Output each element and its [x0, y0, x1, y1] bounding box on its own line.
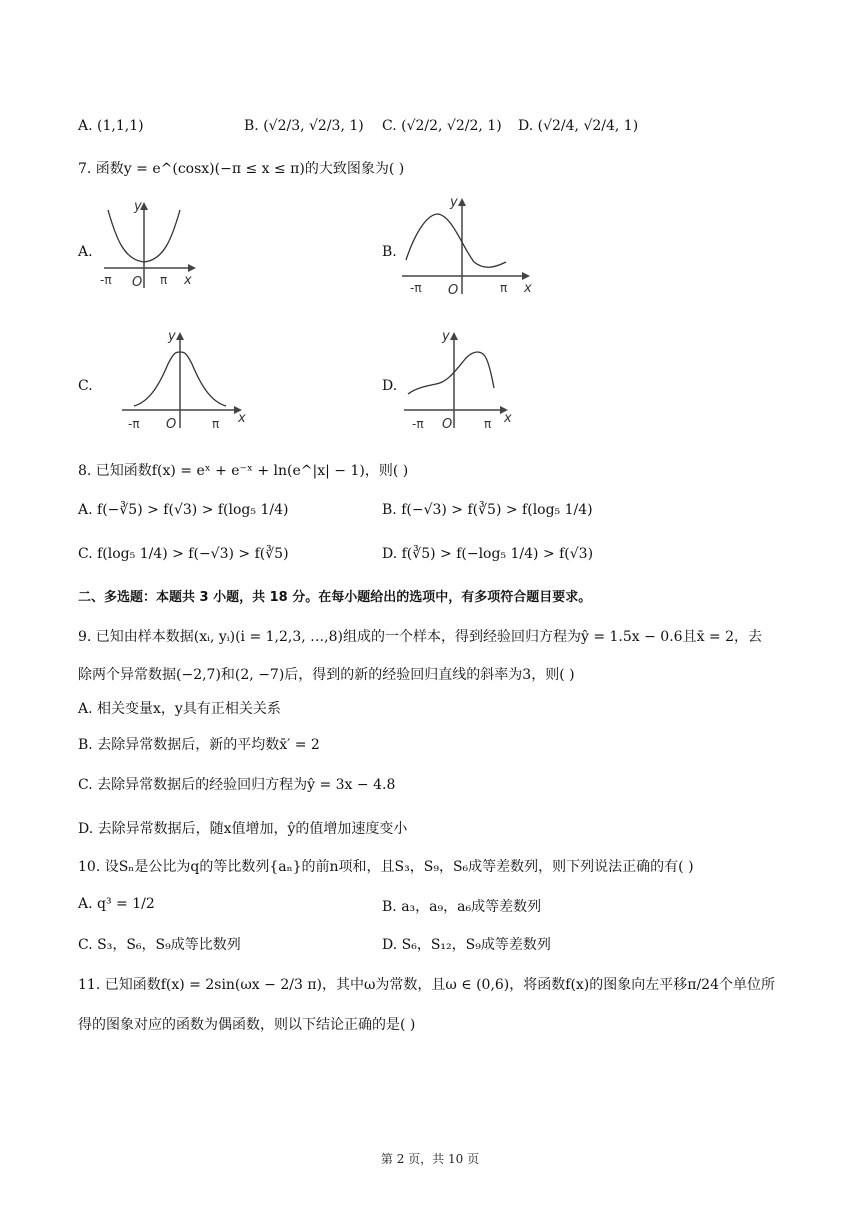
q7-graph-a-label: A. [78, 244, 93, 260]
q11-stem-line1: 11. 已知函数f(x) = 2sin(ωx − 2/3 π)，其中ω为常数，且ω ∈ (0,6)，将函数f(x)的图象向左平移π/24个单位所 [78, 977, 775, 993]
q10-stem: 10. 设Sₙ是公比为q的等比数列{aₙ}的前n项和，且S₃，S₉，S₆成等差数列，则下列说法正确的有( ) [78, 859, 694, 875]
graph-c-origin: O [166, 417, 177, 432]
q10-option-d: D. S₆，S₁₂，S₉成等差数列 [382, 937, 551, 953]
section-header-multi-choice: 二、多选题：本题共 3 小题，共 18 分。在每小题给出的选项中，有多项符合题目要求。 [78, 590, 592, 605]
graph-b-y-label: y [450, 195, 458, 210]
graph-b-y-arrow [458, 198, 466, 206]
q9-option-b: B. 去除异常数据后，新的平均数x̄′ = 2 [78, 737, 320, 753]
q8-stem: 8. 已知函数f(x) = eˣ + e⁻ˣ + ln(e^|x| − 1)，则( ) [78, 463, 409, 479]
graph-d-origin: O [442, 417, 453, 432]
q7-graph-d [400, 324, 520, 434]
q6-option-b: B. (√2/3, √2/3, 1) [244, 118, 364, 134]
q7-stem: 7. 函数y = e^(cosx)(−π ≤ x ≤ π)的大致图象为( ) [78, 161, 405, 177]
graph-d-y-arrow [450, 332, 458, 340]
q6-option-a: A. (1,1,1) [78, 118, 144, 134]
graph-b-tick-pi: π [500, 281, 508, 295]
q6-option-d: D. (√2/4, √2/4, 1) [518, 118, 639, 134]
q9-option-c: C. 去除异常数据后的经验回归方程为ŷ = 3x − 4.8 [78, 777, 396, 793]
q7-graph-a [96, 198, 206, 290]
graph-d-curve [408, 352, 494, 394]
graph-b-curve [406, 214, 506, 267]
q9-stem-line1: 9. 已知由样本数据(xᵢ, yᵢ)(i = 1,2,3, …,8)组成的一个样本，得到经验回归方程为ŷ = 1.5x − 0.6且x̄ = 2，去 [78, 629, 763, 645]
graph-b-x-label: x [524, 281, 532, 296]
graph-d-y-label: y [442, 329, 450, 344]
q8-option-d: D. f(∛5) > f(−log₅ 1/4) > f(√3) [382, 546, 594, 562]
graph-a-x-label: x [184, 273, 192, 288]
q7-graph-b-label: B. [382, 244, 397, 260]
q9-option-d: D. 去除异常数据后，随x值增加，ŷ的值增加速度变小 [78, 821, 408, 837]
graph-d-x-label: x [504, 411, 512, 426]
q10-option-a: A. q³ = 1/2 [78, 896, 155, 912]
q9-option-a: A. 相关变量x，y具有正相关关系 [78, 701, 281, 717]
graph-c-tick-neg-pi: -π [128, 417, 140, 431]
q7-graph-b [398, 190, 540, 298]
q11-stem-line2: 得的图象对应的函数为偶函数，则以下结论正确的是( ) [78, 1017, 416, 1033]
graph-a-origin: O [132, 275, 143, 290]
q7-graph-c [118, 324, 254, 434]
page-footer: 第 2 页，共 10 页 [380, 1152, 480, 1166]
q8-option-a: A. f(−∛5) > f(√3) > f(log₅ 1/4) [78, 502, 289, 518]
graph-b-tick-neg-pi: -π [410, 281, 422, 295]
graph-c-y-arrow [176, 332, 184, 340]
graph-a-y-label: y [134, 199, 142, 214]
q10-option-c: C. S₃，S₆，S₉成等比数列 [78, 937, 241, 953]
graph-c-y-label: y [168, 329, 176, 344]
q10-option-b: B. a₃，a₉，a₆成等差数列 [382, 899, 542, 915]
graph-a-tick-neg-pi: -π [100, 273, 112, 287]
q8-option-b: B. f(−√3) > f(∛5) > f(log₅ 1/4) [382, 502, 593, 518]
graph-a-x-arrow [188, 264, 196, 272]
graph-b-x-arrow [522, 272, 530, 280]
q9-stem-line2: 除两个异常数据(−2,7)和(2, −7)后，得到的新的经验回归直线的斜率为3，则( ) [78, 667, 575, 683]
graph-b-origin: O [448, 283, 459, 298]
q7-graph-c-label: C. [78, 378, 93, 394]
graph-c-tick-pi: π [212, 417, 220, 431]
graph-d-tick-pi: π [484, 417, 492, 431]
q6-option-c: C. (√2/2, √2/2, 1) [382, 118, 502, 134]
graph-d-tick-neg-pi: -π [412, 417, 424, 431]
q7-graph-d-label: D. [382, 378, 398, 394]
graph-a-tick-pi: π [160, 273, 168, 287]
graph-c-x-label: x [238, 411, 246, 426]
q8-option-c: C. f(log₅ 1/4) > f(−√3) > f(∛5) [78, 546, 289, 562]
